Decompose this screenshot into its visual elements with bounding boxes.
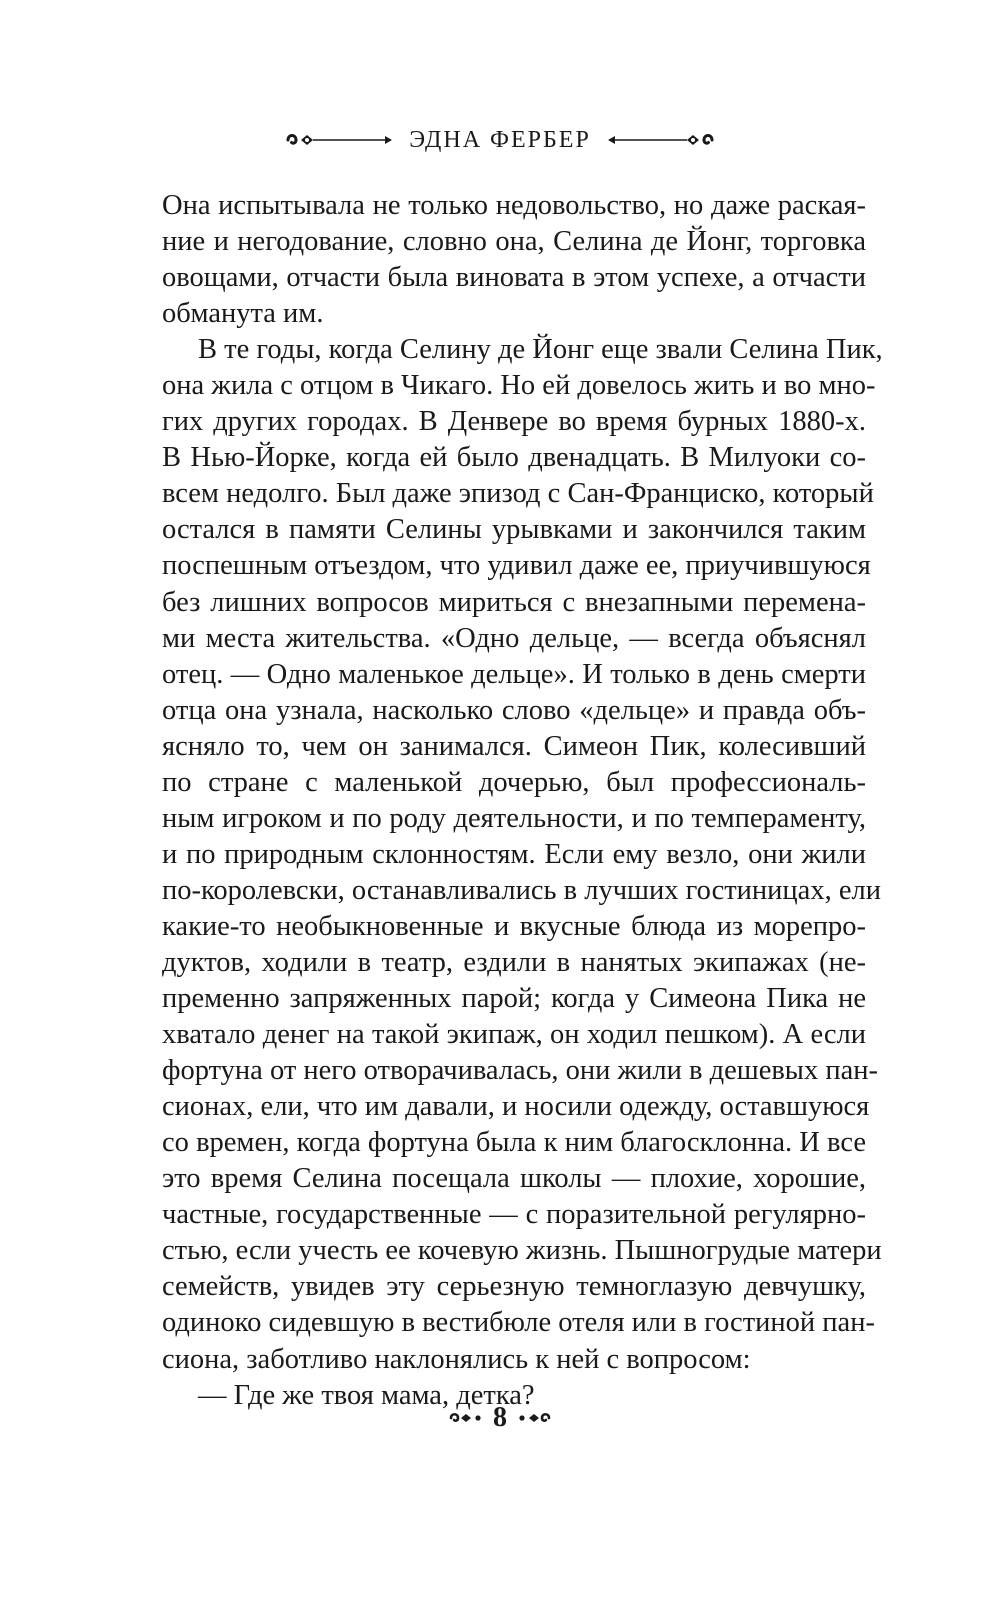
text-line: гих других городах. В Денвере во время бурных 1880-х. <box>162 406 866 438</box>
text-line: Она испытывала не только недовольство, но даже раская- <box>162 190 866 221</box>
text-line: пременно запряженных парой; когда у Симеона Пика не <box>162 983 866 1015</box>
left-folio-ornament-icon <box>449 1410 483 1426</box>
dialogue-line: — Где же твоя мама, детка? <box>198 1379 535 1411</box>
text-line: фортуна от него отворачивалась, они жили в дешевых пан- <box>162 1055 878 1087</box>
text-line: хватало денег на такой экипаж, он ходил пешком). А если <box>162 1019 866 1051</box>
text-line: В те годы, когда Селину де Йонг еще звали Селина Пик, <box>198 334 883 366</box>
text-line: это время Селина посещала школы — плохие, хорошие, <box>162 1163 866 1195</box>
text-line: и по природным склонностям. Если ему везло, они жили <box>162 838 866 870</box>
text-line: без лишних вопросов мириться с внезапными перемена- <box>162 586 866 618</box>
page-number: 8 <box>493 1402 507 1433</box>
text-line: ми места жительства. «Одно дельце, — всегда объяснял <box>162 622 866 654</box>
text-line: по-королевски, останавливались в лучших гостиницах, ели <box>162 874 881 906</box>
text-line: дуктов, ходили в театр, ездили в нанятых экипажах (не- <box>162 946 866 978</box>
running-head-author: ЭДНА ФЕРБЕР <box>409 126 591 153</box>
text-line: овощами, отчасти была виновата в этом успехе, а отчасти <box>162 262 866 294</box>
text-line: по стране с маленькой дочерью, был профессиональ- <box>162 766 866 798</box>
text-line: ным игроком и по роду деятельности, и по темпераменту, <box>162 802 866 834</box>
right-folio-ornament-icon <box>517 1410 551 1426</box>
text-line: обманута им. <box>162 298 324 330</box>
body-text <box>162 188 883 1414</box>
text-line: сиона, заботливо наклонялись к ней с вопросом: <box>162 1343 751 1375</box>
text-line: какие-то необыкновенные и вкусные блюда из морепро- <box>162 910 866 942</box>
text-line: поспешным отъездом, что удивил даже ее, приучившуюся <box>162 550 871 582</box>
text-line: В Нью-Йорке, когда ей было двенадцать. В Милуоки со- <box>162 442 866 474</box>
text-line: одиноко сидевшую в вестибюле отеля или в гостиной пан- <box>162 1307 875 1339</box>
text-line: сионах, ели, что им давали, и носили одежду, оставшуюся <box>162 1091 870 1123</box>
running-head <box>0 118 1000 162</box>
text-line: она жила с отцом в Чикаго. Но ей довелось жить и во мно- <box>162 370 876 402</box>
page-footer <box>0 1398 1000 1438</box>
left-flourish-ornament-icon <box>285 130 395 150</box>
right-flourish-ornament-icon <box>605 130 715 150</box>
text-line: стью, если учесть ее кочевую жизнь. Пышногрудые матери <box>162 1235 882 1267</box>
text-line: отец. — Одно маленькое дельце». И только в день смерти <box>162 658 866 690</box>
text-line: остался в памяти Селины урывками и закончился таким <box>162 514 866 546</box>
text-line: всем недолго. Был даже эпизод с Сан-Франциско, который <box>162 478 874 510</box>
text-line: частные, государственные — с поразительной регулярно- <box>162 1199 866 1231</box>
text-line: со времен, когда фортуна была к ним благосклонна. И все <box>162 1127 866 1159</box>
text-line: семейств, увидев эту серьезную темноглазую девчушку, <box>162 1271 866 1303</box>
text-line: отца она узнала, насколько слово «дельце» и правда объ- <box>162 694 866 726</box>
text-line: ние и негодование, словно она, Селина де Йонг, торговка <box>162 226 866 258</box>
text-line: ясняло то, чем он занимался. Симеон Пик, колесивший <box>162 730 866 762</box>
